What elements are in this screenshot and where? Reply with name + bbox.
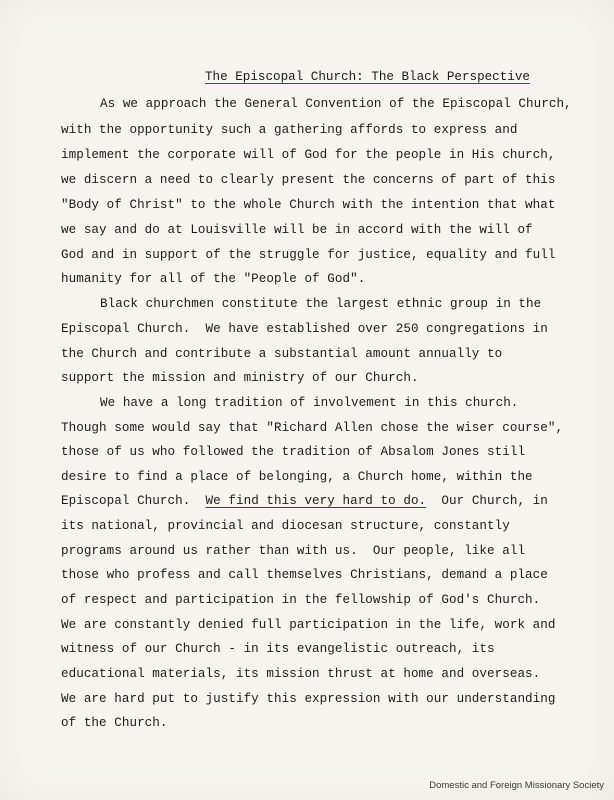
text-line: its national, provincial and diocesan structure, constantly: [61, 519, 510, 533]
text-line: We are hard put to justify this expression with our understanding: [61, 692, 556, 706]
text-line: support the mission and ministry of our Church.: [61, 371, 419, 385]
text-line: "Body of Christ" to the whole Church with the intention that what: [61, 198, 556, 212]
archive-source-label: Domestic and Foreign Missionary Society: [429, 780, 604, 791]
text-line: we say and do at Louisville will be in accord with the will of: [61, 223, 533, 237]
text-line: those who profess and call themselves Christians, demand a place: [61, 568, 548, 582]
text-line: Black churchmen constitute the largest ethnic group in the: [100, 297, 542, 311]
text-line: God and in support of the struggle for justice, equality and full: [61, 248, 556, 262]
text-line-underlined: [61, 492, 548, 510]
text-line: Though some would say that "Richard Allen chose the wiser course",: [61, 421, 564, 435]
text-line: programs around us rather than with us. Our people, like all: [61, 544, 526, 558]
text-segment: Episcopal Church.: [61, 494, 206, 508]
text-line: We are constantly denied full participation in the life, work and: [61, 618, 556, 632]
text-line: educational materials, its mission thrust at home and overseas.: [61, 667, 541, 681]
text-line: Episcopal Church. We have established over 250 congregations in: [61, 322, 548, 336]
underlined-phrase: We find this very hard to do.: [205, 494, 427, 508]
text-line: of respect and participation in the fellowship of God's Church.: [61, 593, 541, 607]
text-line: with the opportunity such a gathering affords to express and: [61, 123, 518, 137]
text-segment: Our Church, in: [426, 494, 548, 508]
text-line: humanity for all of the "People of God".: [61, 272, 366, 286]
text-line: witness of our Church - in its evangelistic outreach, its: [61, 642, 495, 656]
text-line: the Church and contribute a substantial amount annually to: [61, 347, 503, 361]
text-line: those of us who followed the tradition of Absalom Jones still: [61, 445, 526, 459]
text-line: We have a long tradition of involvement in this church.: [100, 396, 519, 410]
document-title: The Episcopal Church: The Black Perspective: [205, 70, 530, 84]
text-line: desire to find a place of belonging, a Church home, within the: [61, 470, 533, 484]
text-line: of the Church.: [61, 716, 168, 730]
text-line: we discern a need to clearly present the concerns of part of this: [61, 173, 556, 187]
text-line: As we approach the General Convention of the Episcopal Church,: [100, 97, 572, 111]
text-line: implement the corporate will of God for the people in His church,: [61, 148, 556, 162]
